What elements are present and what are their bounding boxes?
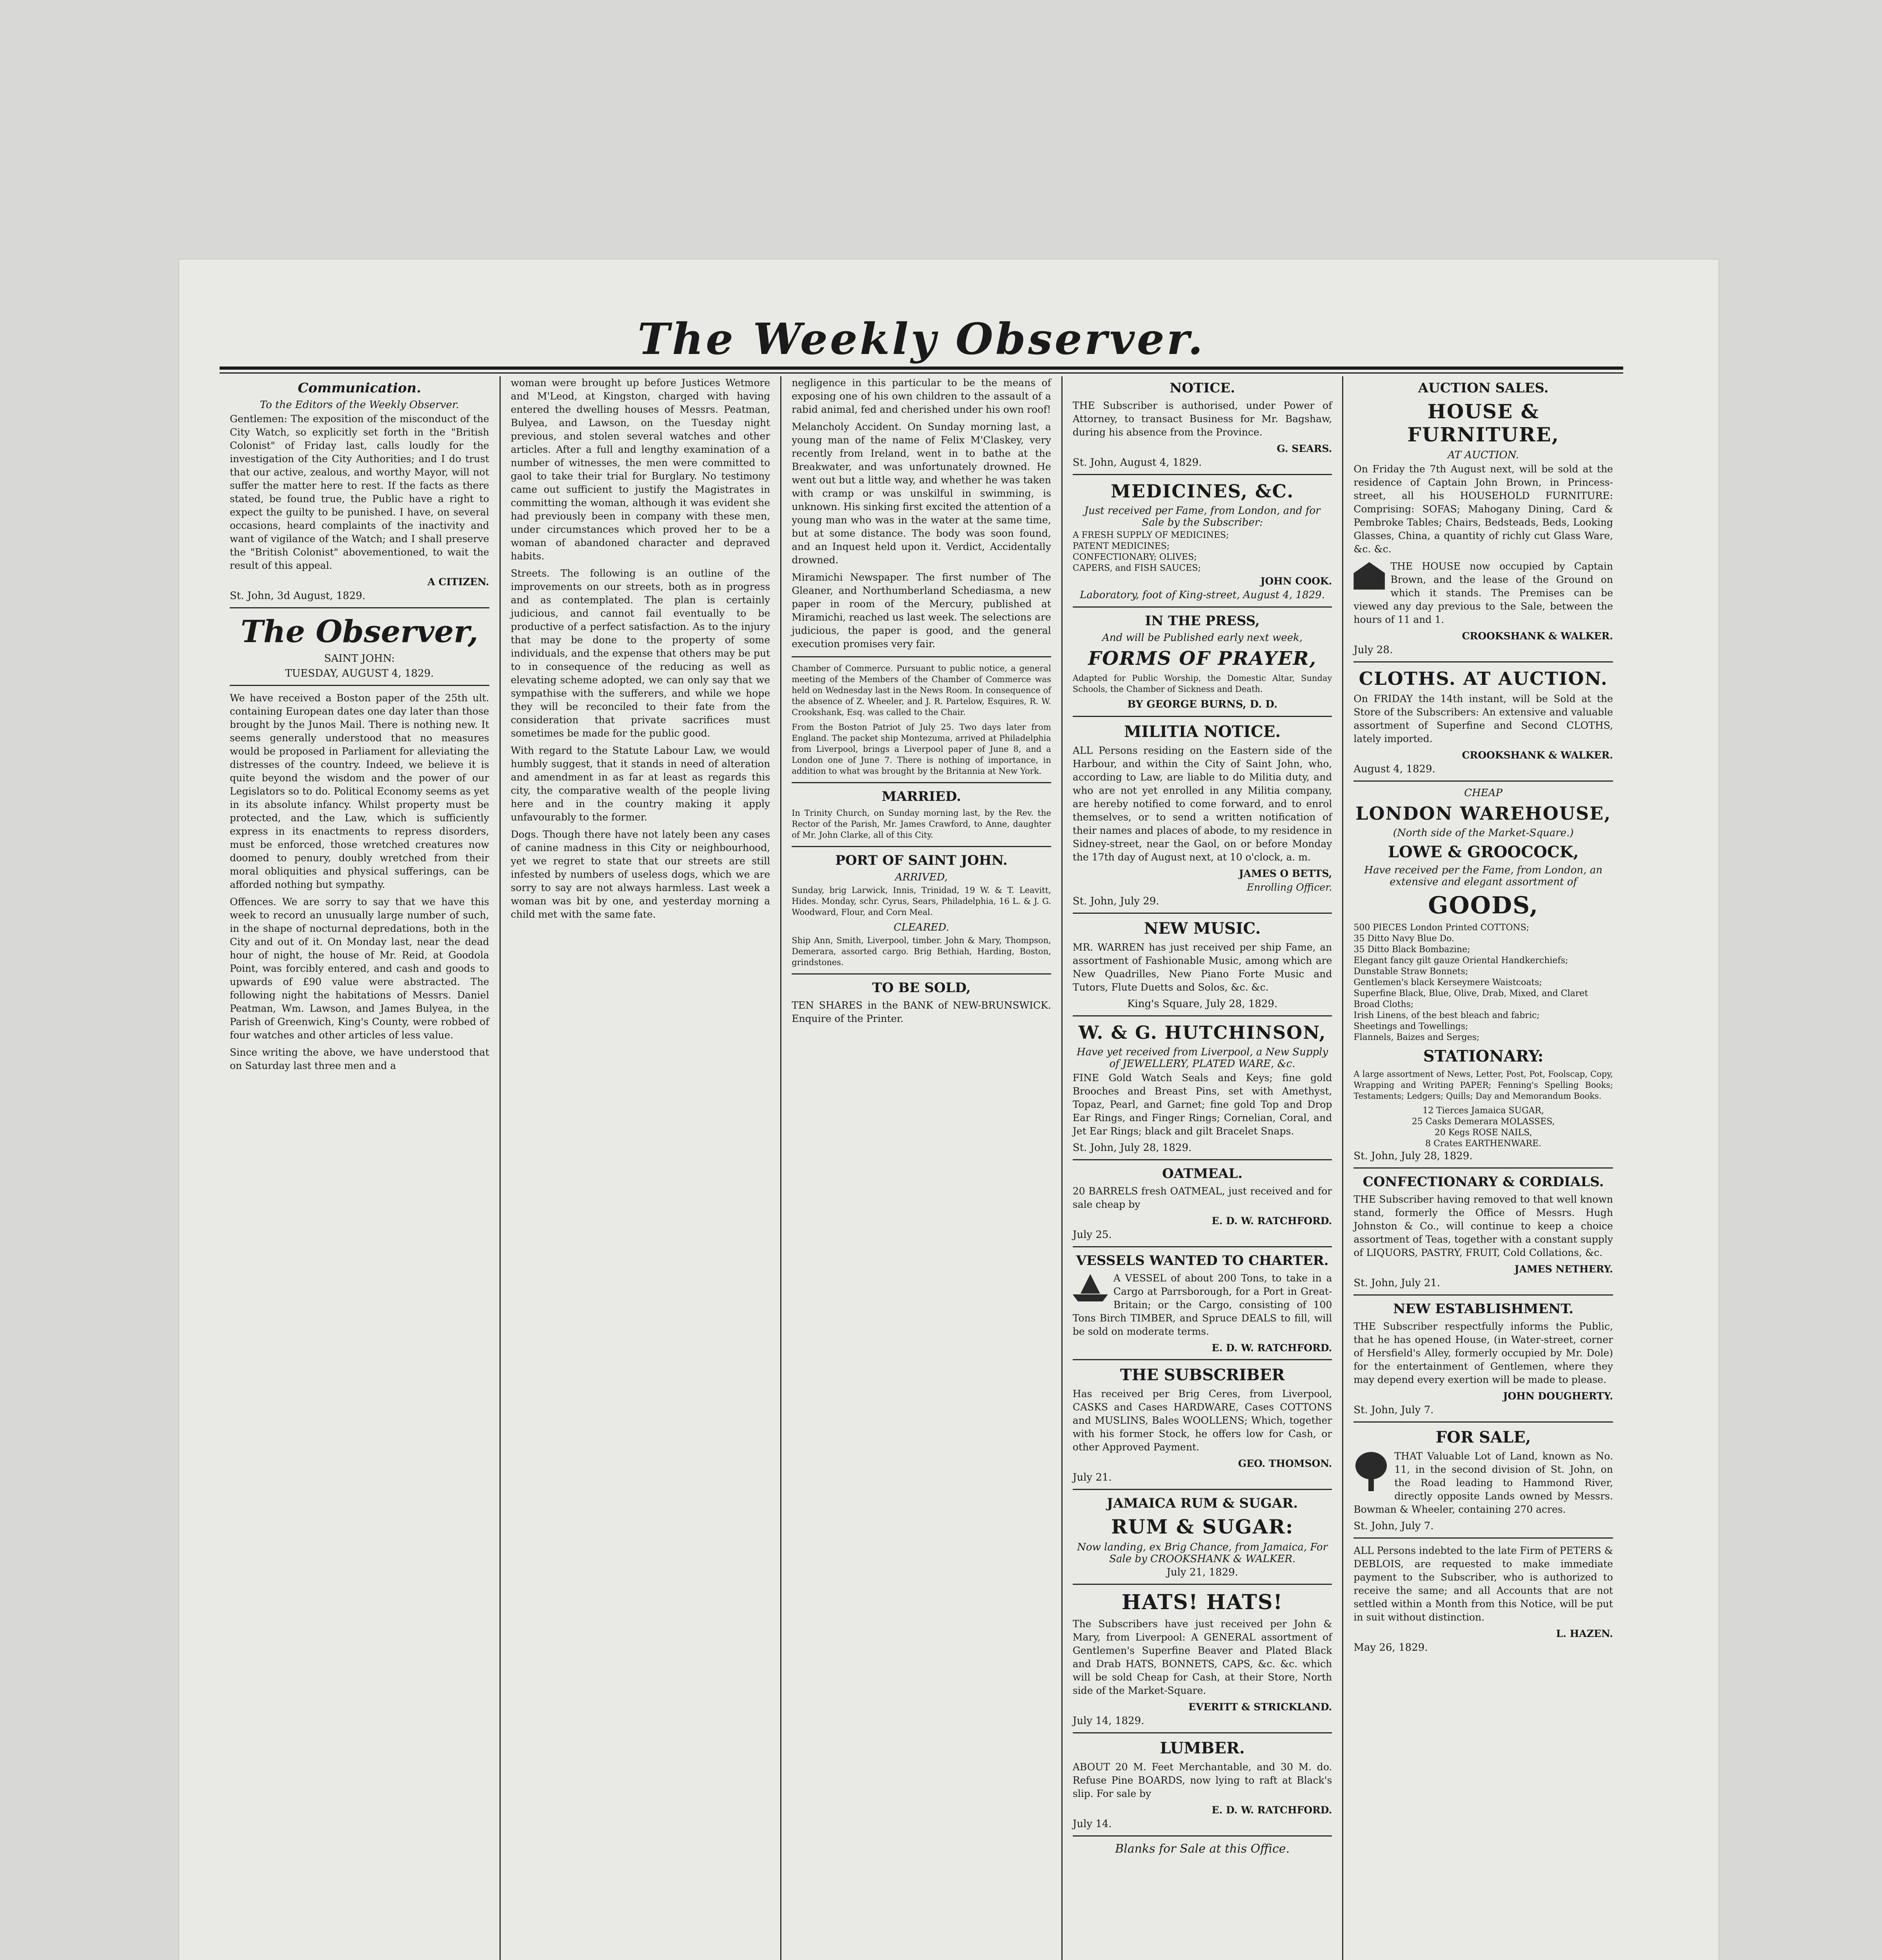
hutchinson-heading: W. & G. HUTCHINSON,	[1078, 1022, 1326, 1043]
married-heading: MARRIED.	[881, 789, 961, 804]
cleared-heading: CLEARED.	[894, 922, 949, 933]
vessels-signature: E. D. W. RATCHFORD.	[1212, 1342, 1332, 1354]
press-heading: IN THE PRESS,	[1145, 613, 1260, 629]
rum-body: Now landing, ex Brig Chance, from Jamaica, For Sale by CROOKSHANK & WALKER.	[1077, 1541, 1328, 1565]
press-body: Adapted for Public Worship, the Domestic Altar, Sunday Schools, the Chamber of Sickness and Death.	[1072, 673, 1332, 694]
rum-title: RUM & SUGAR:	[1111, 1515, 1294, 1538]
forsale-date: St. John, July 7.	[1353, 1520, 1434, 1532]
masthead	[220, 314, 1623, 365]
vessels-body: A VESSEL of about 200 Tons, to take in a Cargo at Parrsborough, for a Port in Great-Britain; or the Cargo, consisting of 100 Tons Birch TIMBER, and Spruce DEALS to fill, will be sold on moderate terms.	[1072, 1272, 1332, 1337]
masthead-rule	[220, 367, 1623, 370]
medicine-item: CONFECTIONARY; OLIVES;	[1072, 552, 1197, 562]
stationary-date: St. John, July 28, 1829.	[1353, 1150, 1473, 1162]
divider	[1353, 1537, 1613, 1539]
subscriber-heading: THE SUBSCRIBER	[1120, 1366, 1285, 1384]
issue-date: TUESDAY, AUGUST 4, 1829.	[285, 668, 434, 679]
cloths-body: On FRIDAY the 14th instant, will be Sold at the Store of the Subscribers: An extensive and valuable assortment of Superfine and Second CLOTHS, lately imported.	[1353, 693, 1613, 744]
music-date: King's Square, July 28, 1829.	[1127, 998, 1278, 1010]
oatmeal-heading: OATMEAL.	[1162, 1166, 1243, 1181]
music-body: MR. WARREN has just received per ship Fame, an assortment of Fashionable Music, among which are New Quadrilles, New Piano Forte Music and Tutors, Flute Duetts and Solos, &c. &c.	[1072, 942, 1332, 993]
masthead-rule-thin	[220, 372, 1623, 374]
tree-icon	[1353, 1452, 1389, 1491]
rum-heading: JAMAICA RUM & SUGAR.	[1106, 1495, 1298, 1511]
divider	[1073, 1489, 1332, 1490]
forsale-body: THAT Valuable Lot of Land, known as No. 11, in the second division of St. John, on the Road leading to Hammond River, directly opposite Lands owned by Messrs. Bowman & Wheeler, containing 270 acres.	[1353, 1450, 1613, 1515]
column-3	[780, 376, 1061, 1960]
warehouse-item: Sheetings and Towellings;	[1353, 1022, 1468, 1031]
divider	[1073, 1359, 1332, 1360]
medicine-item: CAPERS, and FISH SAUCES;	[1072, 563, 1201, 573]
cloths-heading: CLOTHS. AT AUCTION.	[1359, 668, 1608, 689]
streets-body: Streets. The following is an outline of the improvements on our streets, both as in progress and as contemplated. The plan is certainly judicious, and cannot fail eventually to be productive of a perfect satisfaction. As to the injury that may be done to the property of some individuals, and the expense that others may be put to in consequence of the reducing as well as elevating scheme adopted, we can only say that we sympathise with the sufferers, and while we hope they will be reconciled to their fate from the consideration that private sacrifices must sometimes be made for the public good.	[510, 568, 770, 739]
warehouse-pre: CHEAP	[1464, 787, 1503, 799]
divider	[1353, 1167, 1613, 1169]
statute-body: With regard to the Statute Labour Law, we would humbly suggest, that it stands in need of alteration and amendment in as far at least as regards this city, the comparative wealth of the people living here and in the country making it apply unfavourably to the former.	[510, 745, 770, 823]
house-date: July 28.	[1353, 644, 1393, 656]
house-body-2: THE HOUSE now occupied by Captain Brown, and the lease of the Ground on which it stands. The Premises can be viewed any day previous to the Sale, between the hours of 11 and 1.	[1353, 561, 1613, 625]
hutchinson-sub: Have yet received from Liverpool, a New Supply of JEWELLERY, PLATED WARE, &c.	[1077, 1046, 1328, 1070]
paper-title: The Observer,	[240, 614, 478, 650]
divider	[1073, 474, 1332, 475]
confectionary-heading: CONFECTIONARY & CORDIALS.	[1362, 1174, 1604, 1190]
communication-heading: Communication.	[298, 380, 421, 396]
columns	[220, 376, 1623, 1960]
offences-body: Offences. We are sorry to say that we have this week to record an unusually large number of such, in the shape of nocturnal depredations, both in the City and out of it. On Monday last, near the dead hour of night, the house of Mr. Reid, at Goodola Point, was forcibly entered, and cash and goods to upwards of £90 value were abstracted. The following night the habitations of Messrs. Daniel Peatman, Wm. Lawson, and James Bulyea, in the Parish of Greenwich, King's County, were robbed of four watches and other articles of less value.	[230, 896, 489, 1041]
warehouse-item: 35 Ditto Navy Blue Do.	[1353, 934, 1455, 944]
forsale-heading: FOR SALE,	[1435, 1428, 1531, 1446]
divider	[1353, 1294, 1613, 1296]
rum-date: July 21, 1829.	[1166, 1566, 1238, 1578]
divider	[792, 973, 1051, 975]
oatmeal-signature: E. D. W. RATCHFORD.	[1212, 1215, 1332, 1227]
sale-heading: TO BE SOLD,	[872, 980, 971, 996]
hats-heading: HATS! HATS!	[1121, 1590, 1283, 1614]
married-body: In Trinity Church, on Sunday morning last, by the Rev. the Rector of the Parish, Mr. James Crawford, to Anne, daughter of Mr. John Clarke, all of this City.	[792, 808, 1051, 840]
auction-heading: AUCTION SALES.	[1418, 380, 1549, 396]
militia-role: Enrolling Officer.	[1246, 882, 1332, 893]
oatmeal-date: July 25.	[1072, 1229, 1112, 1241]
notice-body: THE Subscriber is authorised, under Power of Attorney, to transact Business for Mr. Bagshaw, during his absence from the Province.	[1072, 400, 1332, 438]
peters-body: ALL Persons indebted to the late Firm of PETERS & DEBLOIS, are requested to make immediate payment to the Subscriber, who is authorized to receive the same; and all Accounts that are not settled within a Month from this Notice, will be put in suit without distinction.	[1353, 1545, 1613, 1623]
divider	[1073, 1015, 1332, 1016]
medicines-signature: JOHN COOK.	[1260, 575, 1332, 587]
stationary-item: 8 Crates EARTHENWARE.	[1425, 1139, 1542, 1149]
port-heading: PORT OF SAINT JOHN.	[835, 853, 1008, 868]
vessels-heading: VESSELS WANTED TO CHARTER.	[1076, 1253, 1329, 1269]
cloths-signature: CROOKSHANK & WALKER.	[1462, 750, 1613, 761]
divider	[1073, 1246, 1332, 1247]
medicines-date: Laboratory, foot of King-street, August 4, 1829.	[1080, 589, 1325, 601]
divider	[230, 685, 489, 686]
arrived-body: Sunday, brig Larwick, Innis, Trinidad, 19 W. & T. Leavitt, Hides. Monday, schr. Cyrus, Sears, Philadelphia, 16 L. & J. G. Woodward, Flour, and Corn Meal.	[792, 886, 1051, 917]
divider	[1073, 913, 1332, 914]
newspaper-body: Miramichi Newspaper. The first number of The Gleaner, and Northumberland Schediasma, a new paper in room of the Mercury, published at Miramichi, reached us last week. The selections are judicious, the paper is good, and the general execution promises very fair.	[792, 572, 1051, 650]
establishment-heading: NEW ESTABLISHMENT.	[1393, 1301, 1574, 1317]
warehouse-item: 35 Ditto Black Bombazine;	[1353, 945, 1470, 955]
warehouse-sub: (North side of the Market-Square.)	[1393, 827, 1574, 839]
medicine-item: PATENT MEDICINES;	[1072, 541, 1170, 551]
warehouse-item: 500 PIECES London Printed COTTONS;	[1353, 923, 1530, 933]
column-4	[1061, 376, 1342, 1960]
column-5	[1342, 376, 1623, 1960]
boston-body: From the Boston Patriot of July 25. Two days later from England. The packet ship Montezuma, arrived at Philadelphia from Liverpool, brings a Liverpool paper of June 8, and a London one of June 7. There is nothing of importance, in addition to what was brought by the Britannia at New York.	[792, 722, 1051, 776]
music-heading: NEW MUSIC.	[1144, 919, 1261, 938]
warehouse-item: Irish Linens, of the best bleach and fabric;	[1353, 1011, 1540, 1020]
confectionary-date: St. John, July 21.	[1353, 1277, 1441, 1289]
cleared-body: Ship Ann, Smith, Liverpool, timber. John & Mary, Thompson, Demerara, assorted cargo. Brig Bethiah, Harding, Boston, grindstones.	[792, 936, 1051, 967]
house-signature: CROOKSHANK & WALKER.	[1462, 630, 1613, 642]
hutchinson-body: FINE Gold Watch Seals and Keys; fine gold Brooches and Breast Pins, set with Amethyst, Topaz, Pearl, and Garnet; fine gold Top and Drop Ear Rings, and Finger Rings; Cornelian, Coral, and Jet Ear Rings; black and gilt Bracelet Snaps.	[1072, 1072, 1332, 1137]
establishment-signature: JOHN DOUGHERTY.	[1503, 1390, 1613, 1402]
warehouse-goods: GOODS,	[1428, 892, 1539, 919]
press-title: FORMS OF PRAYER,	[1088, 648, 1317, 670]
medicines-sub: Just received per Fame, from London, and for Sale by the Subscriber:	[1084, 505, 1321, 528]
peters-date: May 26, 1829.	[1353, 1642, 1428, 1653]
divider	[1073, 1732, 1332, 1733]
press-sub: And will be Published early next week,	[1102, 632, 1303, 644]
masthead-title: The Weekly Observer.	[638, 314, 1205, 364]
divider	[1073, 1159, 1332, 1160]
subscriber-date: July 21.	[1072, 1472, 1112, 1483]
subscriber-signature: GEO. THOMSON.	[1238, 1458, 1332, 1469]
divider	[1353, 1421, 1613, 1423]
stationary-heading: STATIONARY:	[1423, 1047, 1544, 1065]
editorial-body: We have received a Boston paper of the 25th ult. containing European dates one day later than those brought by the Junos Mail. There is nothing new. It seems generally understood that no measures would be proposed in Parliament for alleviating the distresses of the country. Indeed, we believe it is quite beyond the wisdom and the power of our Legislators so to do. Political Economy seems as yet in its absolute infancy. Whilst property must be protected, and the Law, which is sufficiently express in its enactments to repress disorders, must be enforced, those wretched creatures now doomed to penury, doubly wretched from their moral obliquities and physical sufferings, can be afforded nothing but sympathy.	[230, 692, 489, 890]
chamber-body: Chamber of Commerce. Pursuant to public notice, a general meeting of the Members of the Chamber of Commerce was held on Wednesday last in the News Room. In consequence of the absence of Z. Wheeler, and J. R. Partelow, Esquires, R. W. Crookshank, Esq. was called to the Chair.	[792, 664, 1051, 717]
stationary-body: A large assortment of News, Letter, Post, Pot, Foolscap, Copy, Wrapping and Writing PAPER; Fenning's Spelling Books; Testaments; Ledgers; Quills; Day and Memorandum Books.	[1353, 1069, 1613, 1101]
blanks-notice: Blanks for Sale at this Office.	[1115, 1842, 1290, 1856]
divider	[792, 782, 1051, 783]
warehouse-item: Superfine Black, Blue, Olive, Drab, Mixed, and Claret Broad Cloths;	[1353, 989, 1588, 1009]
house-heading: HOUSE & FURNITURE,	[1407, 400, 1559, 446]
sale-body: TEN SHARES in the BANK of NEW-BRUNSWICK. Enquire of the Printer.	[792, 1000, 1051, 1024]
notice-signature: G. SEARS.	[1277, 443, 1332, 454]
column-1	[220, 376, 500, 1960]
medicines-list	[1073, 530, 1332, 574]
subscriber-body: Has received per Brig Ceres, from Liverpool, CASKS and Cases HARDWARE, Cases COTTONS and MUSLINS, Bales WOOLLENS; Which, together with his former Stock, he offers low for Cash, or other Approved Payment.	[1072, 1388, 1332, 1453]
divider	[1073, 716, 1332, 717]
divider	[1073, 606, 1332, 608]
hats-date: July 14, 1829.	[1072, 1715, 1144, 1727]
house-body: On Friday the 7th August next, will be sold at the residence of Captain John Brown, in Princess-street, all his HOUSEHOLD FURNITURE: Comprising: SOFAS; Mahogany Dining, Card & Pembroke Tables; Chairs, Bedsteads, Beds, Looking Glasses, China, a quantity of richly cut Glass Ware, &c. &c.	[1353, 463, 1613, 555]
stationary-item: 20 Kegs ROSE NAILS,	[1434, 1128, 1532, 1138]
hats-signature: EVERITT & STRICKLAND.	[1188, 1701, 1332, 1713]
cloths-date: August 4, 1829.	[1353, 763, 1435, 775]
warehouse-firm: LOWE & GROOCOCK,	[1388, 843, 1579, 861]
lumber-date: July 14.	[1072, 1818, 1112, 1830]
notice-heading: NOTICE.	[1170, 380, 1235, 396]
warehouse-item: Gentlemen's black Kerseymere Waistcoats;	[1353, 978, 1542, 987]
lumber-body: ABOUT 20 M. Feet Merchantable, and 30 M. do. Refuse Pine BOARDS, now lying to raft at Black's slip. For sale by	[1072, 1761, 1332, 1799]
medicine-item: A FRESH SUPPLY OF MEDICINES;	[1072, 530, 1229, 540]
warehouse-heading: LONDON WAREHOUSE,	[1355, 803, 1611, 824]
militia-heading: MILITIA NOTICE.	[1124, 722, 1281, 741]
ship-icon	[1073, 1274, 1108, 1301]
medicines-heading: MEDICINES, &C.	[1110, 481, 1294, 502]
notice-date: St. John, August 4, 1829.	[1072, 457, 1202, 468]
establishment-date: St. John, July 7.	[1353, 1404, 1434, 1416]
divider	[792, 846, 1051, 847]
divider	[1073, 1584, 1332, 1585]
militia-date: St. John, July 29.	[1072, 895, 1159, 907]
divider	[792, 656, 1051, 657]
divider	[230, 607, 489, 608]
confectionary-body: THE Subscriber having removed to that well known stand, formerly the Office of Messrs. Hugh Johnston & Co., will continue to keep a choice assortment of Teas, together with a constant supply of LIQUORS, PASTRY, FRUIT, Cold Collations, &c.	[1353, 1194, 1613, 1258]
press-author: BY GEORGE BURNS, D. D.	[1127, 699, 1277, 710]
column-2	[500, 376, 781, 1960]
divider	[1353, 661, 1613, 662]
hutchinson-date: St. John, July 28, 1829.	[1072, 1142, 1192, 1154]
arrived-heading: ARRIVED,	[895, 871, 948, 883]
stationary-item: 12 Tierces Jamaica SUGAR,	[1422, 1106, 1544, 1116]
stationary-list	[1353, 1105, 1613, 1149]
militia-body: ALL Persons residing on the Eastern side of the Harbour, and within the City of Saint John, who, according to Law, are liable to do Militia duty, and who are not yet enrolled in any Militia company, are hereby notified to come forward, and to enrol themselves, or to send a written notification of their names and places of abode, to my residence in Sidney-street, near the Gaol, on or before Monday the 17th day of August next, at 10 o'clock, a. m.	[1072, 745, 1332, 863]
oatmeal-body: 20 BARRELS fresh OATMEAL, just received and for sale cheap by	[1072, 1185, 1332, 1210]
divider	[1073, 1835, 1332, 1837]
letter-date: St. John, 3d August, 1829.	[230, 590, 365, 602]
warehouse-item: Elegant fancy gilt gauze Oriental Handkerchiefs;	[1353, 956, 1568, 965]
letter-body: Gentlemen: The exposition of the misconduct of the City Watch, so explicitly set forth in the "British Colonist" of Friday last, calls loudly for the investigation of the City Authorities; and I do trust that our active, zealous, and worthy Mayor, will not suffer the matter here to rest. If the facts as there stated, be found true, the Public have a right to expect the guilty to be punished. I have, on several occasions, heard complaints of the inactivity and want of vigilance of the Watch; and I shall preserve the "British Colonist" abovementioned, to wait the result of this appeal.	[230, 413, 489, 571]
closing-body: Since writing the above, we have understood that on Saturday last three men and a	[230, 1047, 489, 1071]
accident-body: Melancholy Accident. On Sunday morning last, a young man of the name of Felix M'Claskey, very recently from Ireland, went in to bathe at the Breakwater, and was unfortunately drowned. He went out but a little way, and whether he was taken with cramp or was unskilful in swimming, is unknown. His sinking first excited the attention of a young man who was in the water at the same time, but at some distance. The body was soon found, and an Inquest held upon it. Verdict, Accidentally drowned.	[792, 421, 1051, 566]
militia-signature: JAMES O BETTS,	[1239, 868, 1332, 879]
warehouse-item: Dunstable Straw Bonnets;	[1353, 967, 1468, 976]
lumber-heading: LUMBER.	[1160, 1739, 1245, 1757]
dogs-body: Dogs. Though there have not lately been any cases of canine madness in this City or neighbourhood, yet we regret to state that our streets are still infested by numbers of useless dogs, which we are sorry to say are not always harmless. Last week a woman was bit by one, and yesterday morning a child met with the same fate.	[510, 829, 770, 920]
hats-body: The Subscribers have just received per John & Mary, from Liverpool: A GENERAL assortment of Gentlemen's Superfine Beaver and Plated Black and Drab HATS, BONNETS, CAPS, &c. &c. which will be sold Cheap for Cash, at their Store, North side of the Market-Square.	[1072, 1618, 1332, 1696]
warehouse-item: Flannels, Baizes and Serges;	[1353, 1033, 1480, 1042]
place: SAINT JOHN:	[324, 653, 395, 664]
addressee: To the Editors of the Weekly Observer.	[260, 399, 459, 411]
confectionary-signature: JAMES NETHERY.	[1514, 1263, 1613, 1275]
peters-signature: L. HAZEN.	[1556, 1628, 1613, 1639]
establishment-body: THE Subscriber respectfully informs the Public, that he has opened House, (in Water-street, corner of Hersfield's Alley, formerly occupied by Mr. Dole) for the entertainment of Gentlemen, where they may depend every exertion will be made to please.	[1353, 1321, 1613, 1385]
warehouse-list	[1353, 922, 1613, 1043]
negligence-body: negligence in this particular to be the means of exposing one of his own children to the assault of a rabid animal, fed and cherished under his own roof!	[792, 377, 1051, 415]
house-sub: AT AUCTION.	[1448, 449, 1519, 461]
divider	[1353, 780, 1613, 782]
letter-signature: A CITIZEN.	[427, 576, 489, 588]
stationary-item: 25 Casks Demerara MOLASSES,	[1412, 1117, 1555, 1127]
warehouse-intro: Have received per the Fame, from London, an extensive and elegant assortment of	[1364, 864, 1602, 888]
court-body: woman were brought up before Justices Wetmore and M'Leod, at Kingston, charged with having entered the dwelling houses of Messrs. Peatman, Bulyea, and Lawson, on the Tuesday night previous, and stolen several watches and other articles. After a full and lengthy examination of a number of witnesses, the men were committed to gaol to take their trial for Burglary. No testimony came out sufficient to justify the Magistrates in committing the woman, although it was evident she had previously been in company with these men, under circumstances which proved her to be a woman of abandoned character and depraved habits.	[510, 377, 770, 562]
lumber-signature: E. D. W. RATCHFORD.	[1212, 1804, 1332, 1816]
